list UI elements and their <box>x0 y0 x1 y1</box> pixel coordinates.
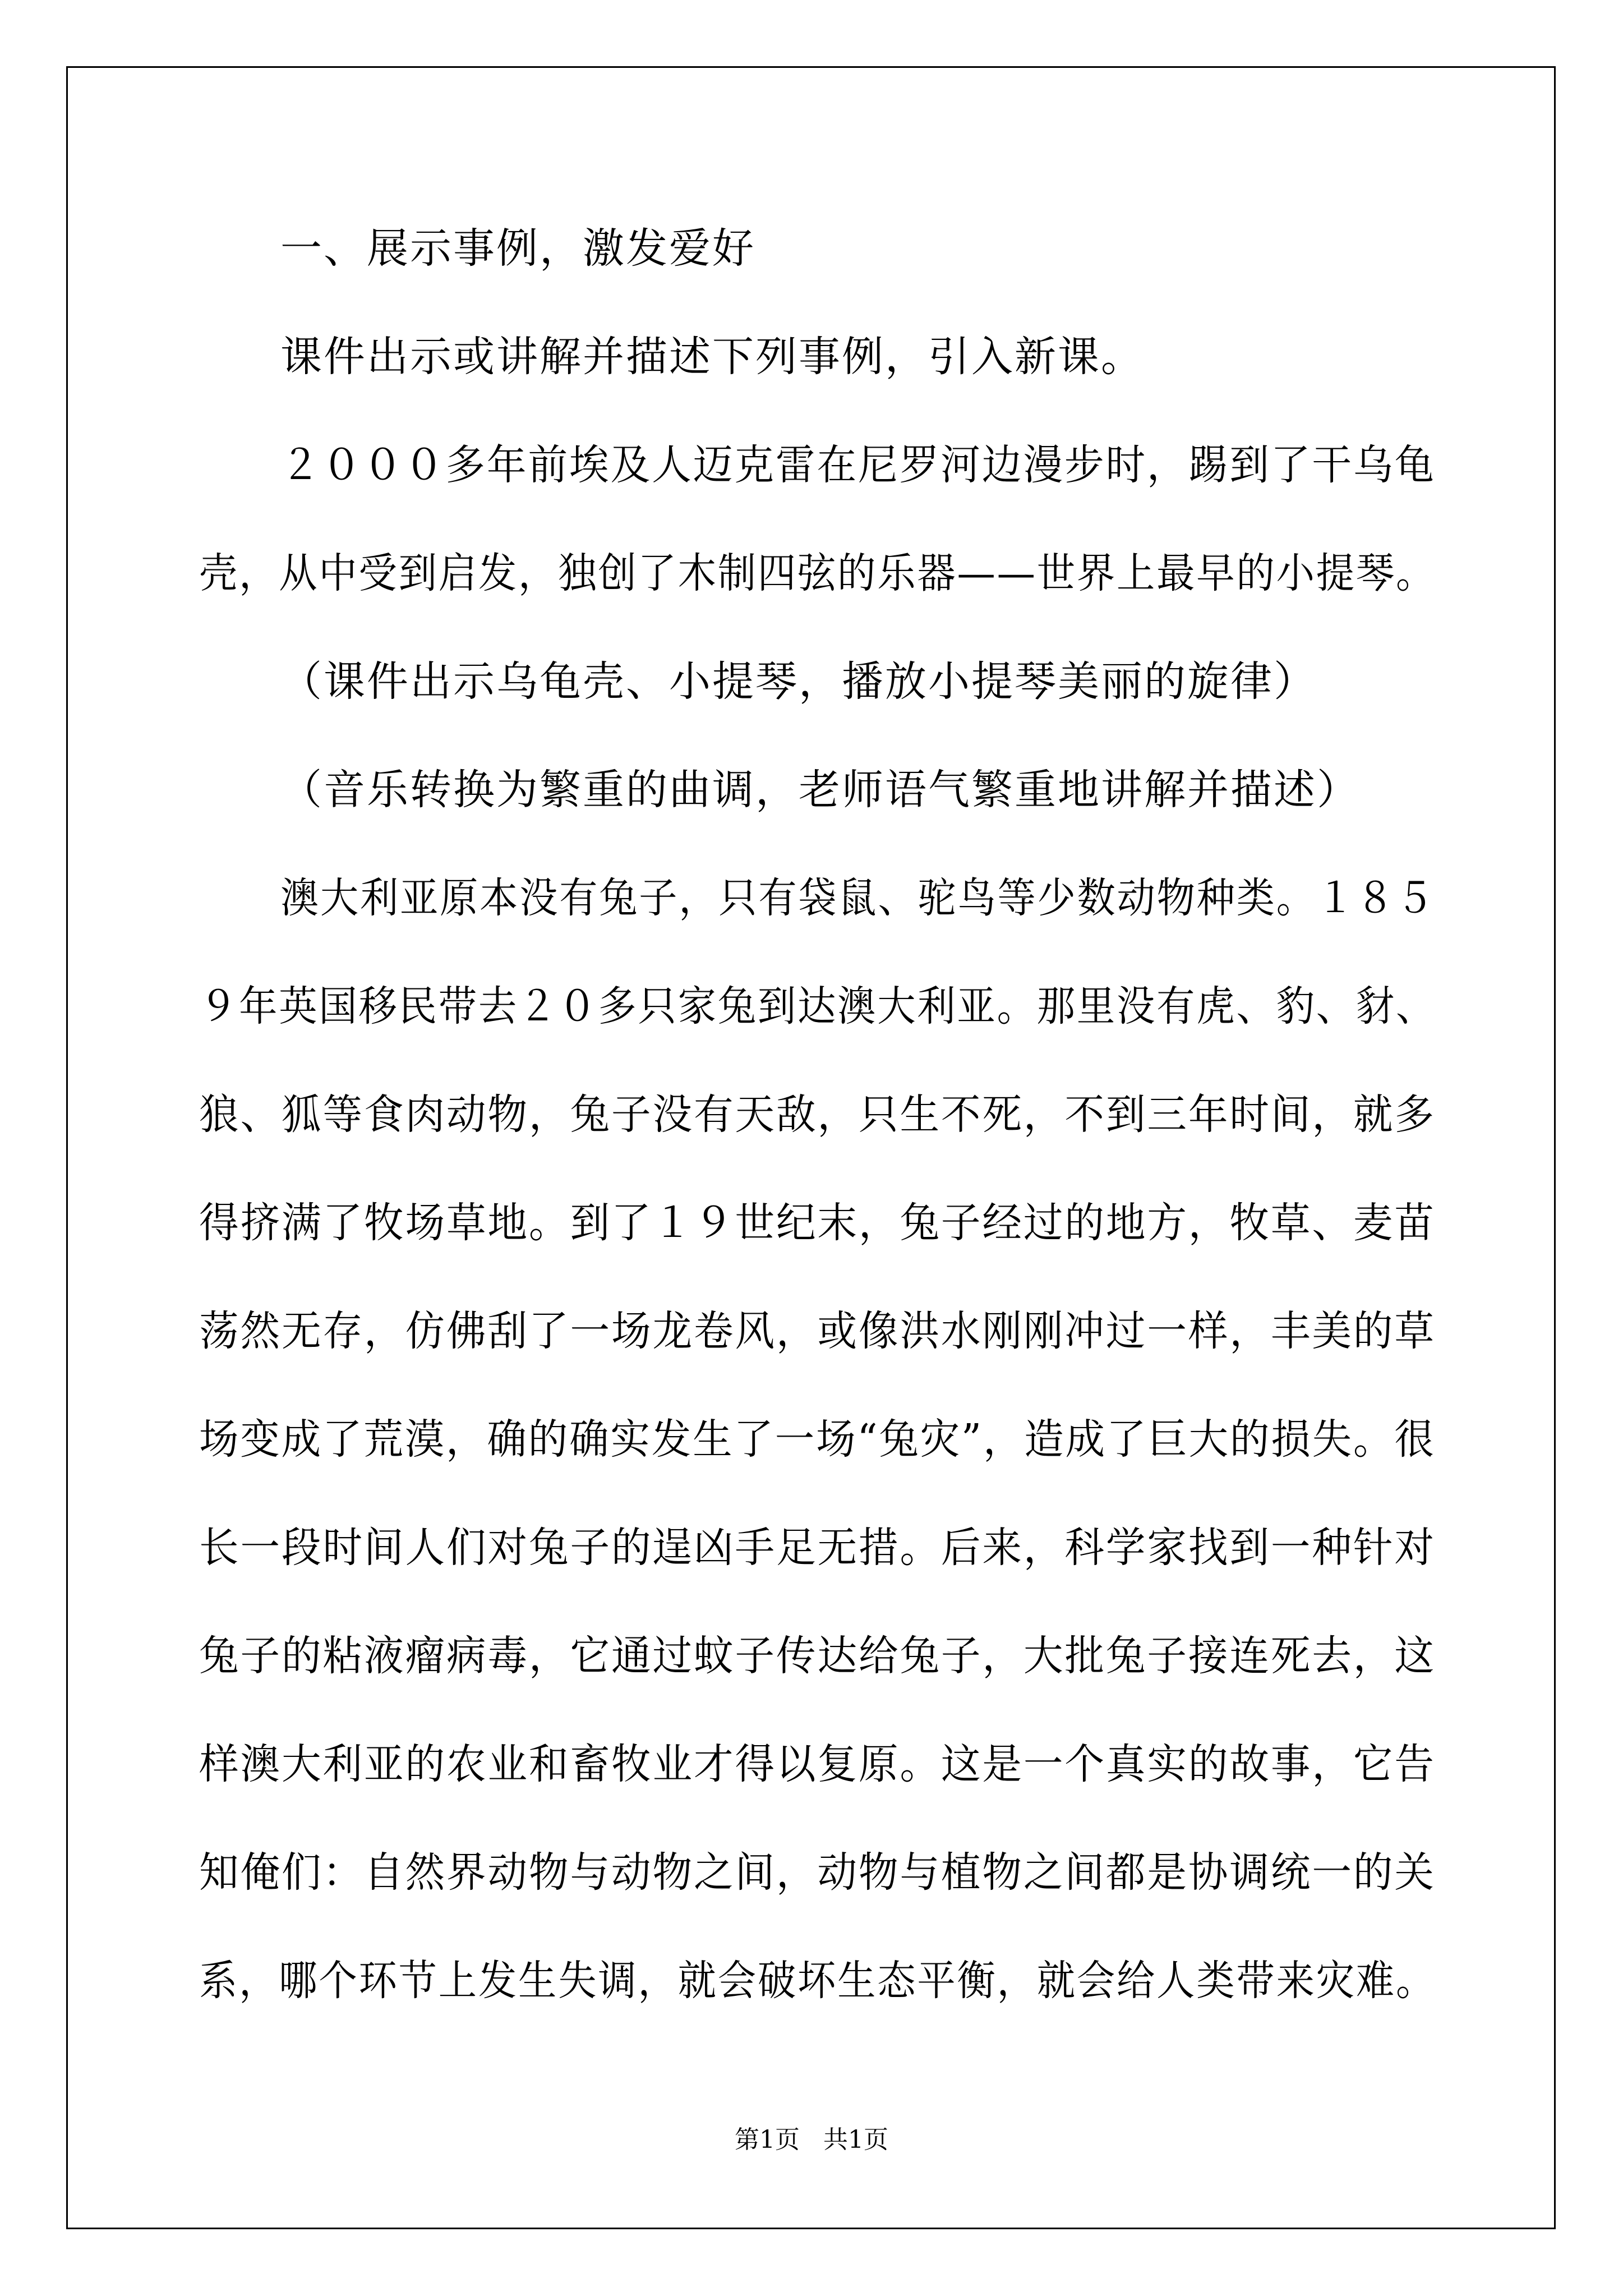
paragraph-line: （音乐转换为繁重的曲调，老师语气繁重地讲解并描述） <box>280 766 1360 814</box>
section-heading: 一、展示事例，激发爱好 <box>280 224 755 273</box>
paragraph-line: 得挤满了牧场草地。到了１９世纪末，兔子经过的地方，牧草、麦苗 <box>199 1199 1436 1247</box>
paragraph-line: ９年英国移民带去２０多只家兔到达澳大利亚。那里没有虎、豹、豺、 <box>199 982 1436 1030</box>
paragraph-line: 样澳大利亚的农业和畜牧业才得以复原。这是一个真实的故事，它告 <box>199 1740 1436 1788</box>
paragraph-line: 兔子的粘液瘤病毒，它通过蚊子传达给兔子，大批兔子接连死去，这 <box>199 1632 1436 1680</box>
paragraph-line: 荡然无存，仿佛刮了一场龙卷风，或像洪水刚刚冲过一样，丰美的草 <box>199 1307 1436 1355</box>
paragraph-line: 场变成了荒漠，确的确实发生了一场“兔灾”，造成了巨大的损失。很 <box>199 1415 1436 1464</box>
paragraph-line: 壳，从中受到启发，独创了木制四弦的乐器——世界上最早的小提琴。 <box>199 549 1436 597</box>
paragraph-line: 系，哪个环节上发生失调，就会破坏生态平衡，就会给人类带来灾难。 <box>199 1957 1436 2005</box>
page-border <box>66 66 1556 2229</box>
paragraph-line: 长一段时间人们对兔子的逞凶手足无措。后来，科学家找到一种针对 <box>199 1524 1436 1572</box>
paragraph-line: （课件出示乌龟壳、小提琴，播放小提琴美丽的旋律） <box>280 657 1317 706</box>
page-number: 第1页 共1页 <box>735 2125 888 2154</box>
paragraph-line: ２０００多年前埃及人迈克雷在尼罗河边漫步时，踢到了干乌龟 <box>280 441 1436 489</box>
paragraph-line: 知俺们：自然界动物与动物之间，动物与植物之间都是协调统一的关 <box>199 1848 1436 1897</box>
paragraph-line: 课件出示或讲解并描述下列事例，引入新课。 <box>280 333 1144 381</box>
paragraph-line: 狼、狐等食肉动物，兔子没有天敌，只生不死，不到三年时间，就多 <box>199 1091 1436 1139</box>
paragraph-line: 澳大利亚原本没有兔子，只有袋鼠、驼鸟等少数动物种类。１８５ <box>280 874 1436 922</box>
